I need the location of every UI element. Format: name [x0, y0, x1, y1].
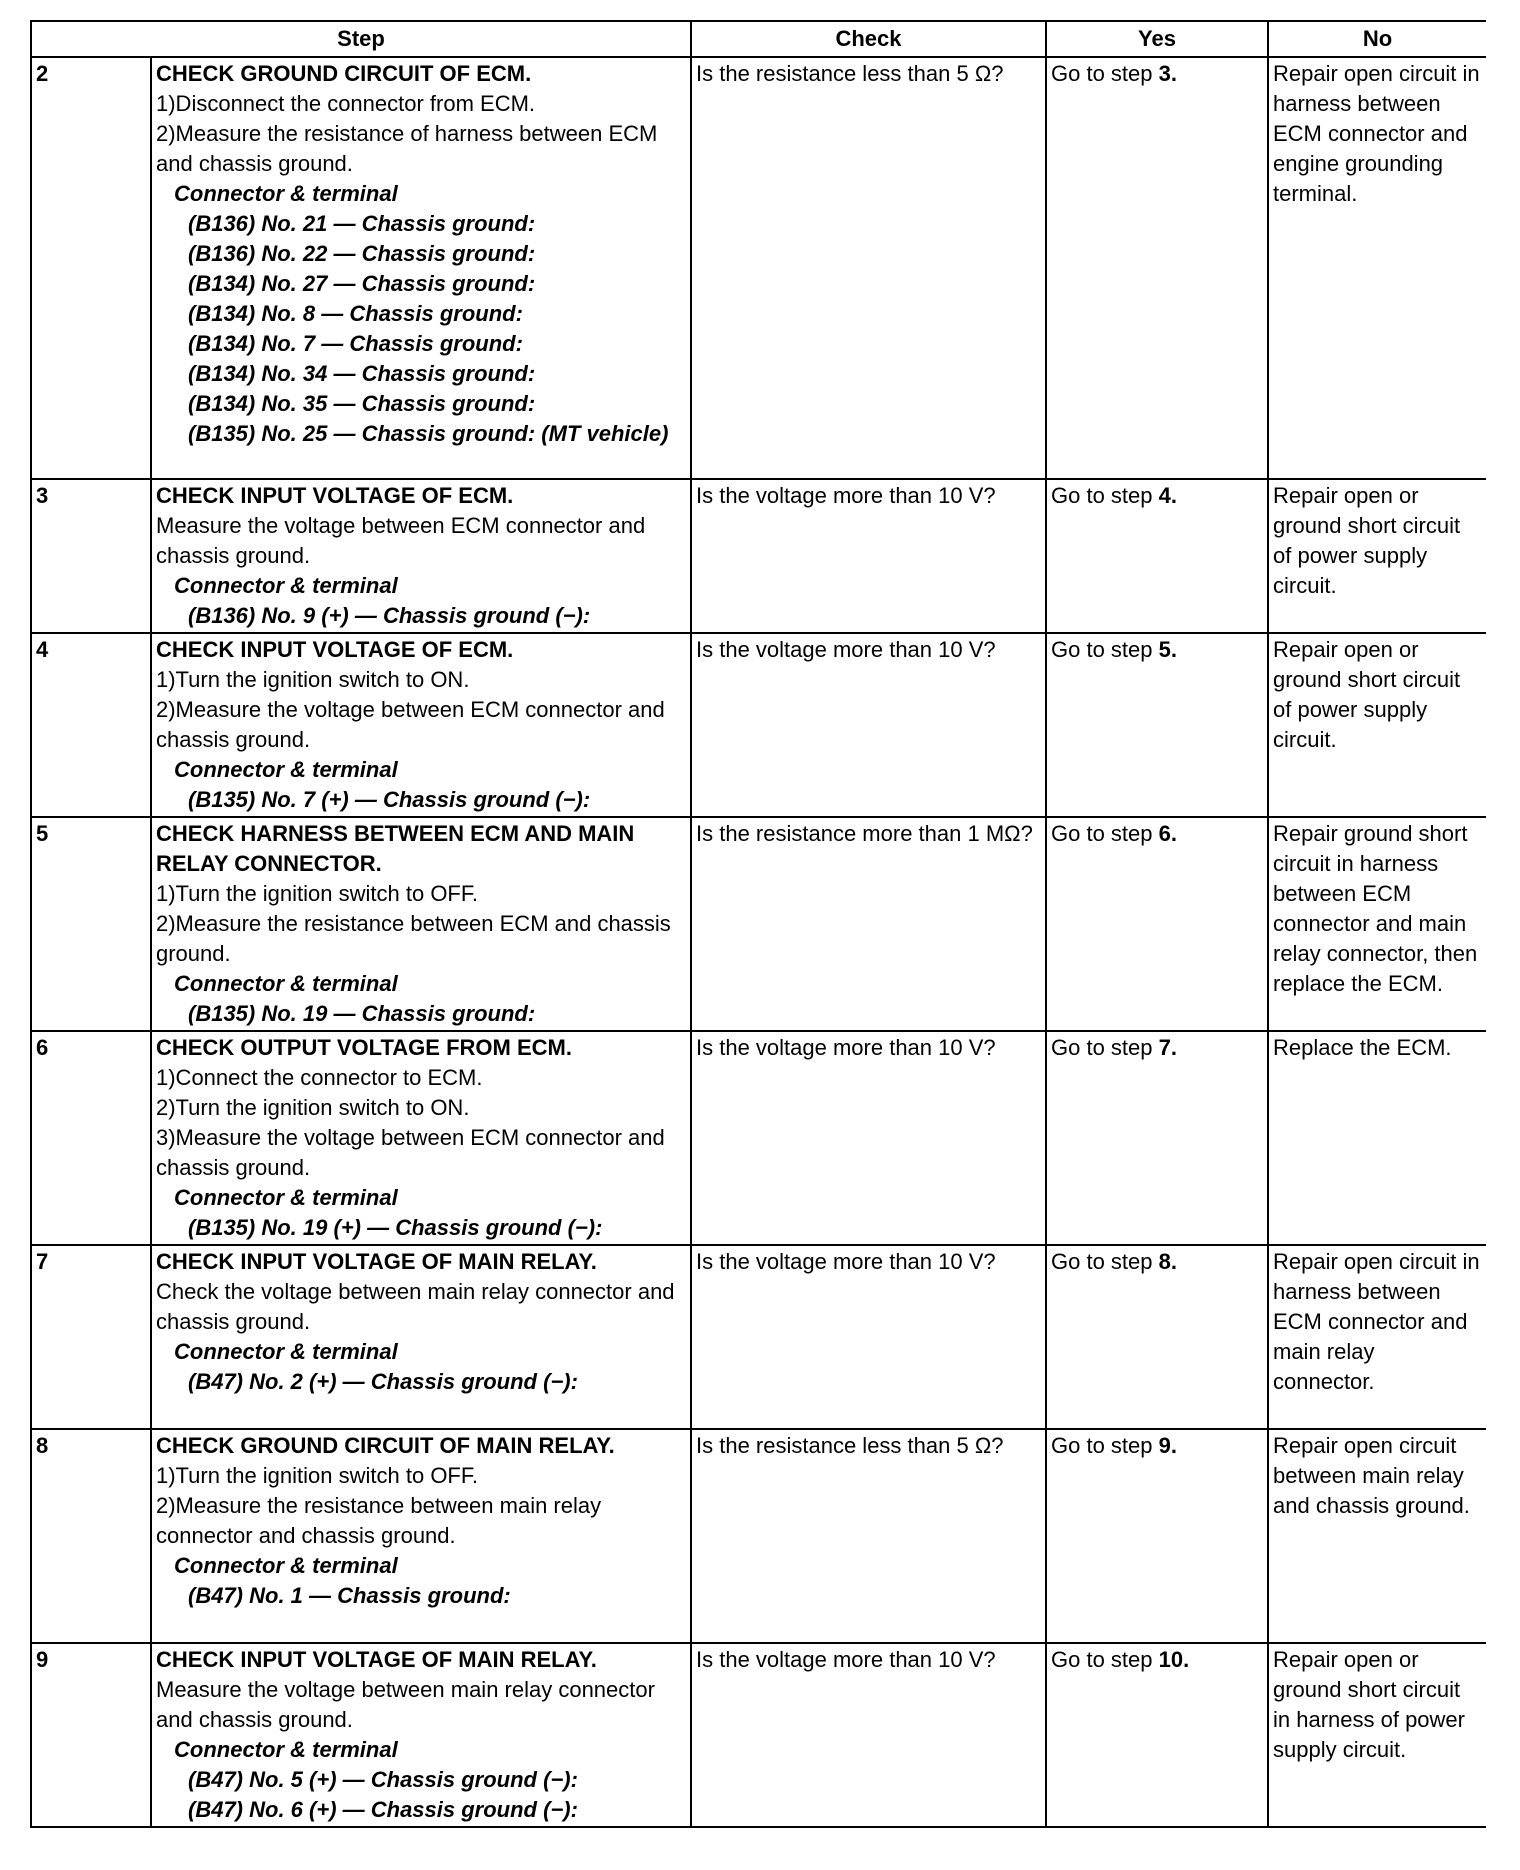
terminal-line: (B134) No. 7 — Chassis ground: [188, 331, 523, 356]
yes-prefix: Go to step [1051, 483, 1159, 508]
yes-prefix: Go to step [1051, 637, 1159, 662]
instruction-line: 2)Turn the ignition switch to ON. [156, 1095, 470, 1120]
instruction-line: 2)Measure the resistance of harness between ECM and chassis ground. [156, 121, 658, 176]
step-cell [151, 1643, 691, 1827]
table-row [31, 817, 1486, 1031]
step-title: CHECK INPUT VOLTAGE OF ECM. [156, 637, 514, 662]
yes-cell [1046, 633, 1268, 817]
step-cell [151, 57, 691, 479]
step-cell [151, 1245, 691, 1429]
instruction-line: Check the voltage between main relay connector and chassis ground. [156, 1279, 675, 1334]
yes-cell [1046, 1245, 1268, 1429]
instruction-line: 1)Connect the connector to ECM. [156, 1065, 483, 1090]
yes-cell [1046, 479, 1268, 633]
check-cell: Is the resistance less than 5 Ω? [691, 57, 1046, 479]
step-instructions [156, 1461, 686, 1551]
instruction-line: 2)Measure the resistance between main relay connector and chassis ground. [156, 1493, 602, 1548]
step-title: CHECK INPUT VOLTAGE OF MAIN RELAY. [156, 1647, 597, 1672]
terminal-list [156, 1765, 686, 1825]
step-number: 9 [31, 1643, 151, 1827]
yes-prefix: Go to step [1051, 1035, 1159, 1060]
no-cell: Repair ground short circuit in harness between ECM connector and main relay connector, then replace the ECM. [1268, 817, 1486, 1031]
table-row [31, 1031, 1486, 1245]
instruction-line: 2)Measure the resistance between ECM and chassis ground. [156, 911, 671, 966]
yes-step: 7. [1158, 1035, 1177, 1060]
instruction-line: 1)Disconnect the connector from ECM. [156, 91, 536, 116]
step-number: 2 [31, 57, 151, 479]
check-cell: Is the voltage more than 10 V? [691, 1643, 1046, 1827]
step-instructions [156, 511, 686, 571]
step-number: 8 [31, 1429, 151, 1643]
step-cell [151, 1429, 691, 1643]
yes-prefix: Go to step [1051, 1249, 1159, 1274]
table-row [31, 1429, 1486, 1643]
step-cell [151, 479, 691, 633]
yes-step: 10. [1158, 1647, 1190, 1672]
step-instructions [156, 1277, 686, 1337]
terminal-list [156, 209, 686, 449]
terminal-line: (B136) No. 21 — Chassis ground: [188, 211, 536, 236]
table-row [31, 57, 1486, 479]
terminal-line: (B134) No. 34 — Chassis ground: [188, 361, 536, 386]
step-title: CHECK INPUT VOLTAGE OF ECM. [156, 483, 514, 508]
no-cell: Repair open or ground short circuit of power supply circuit. [1268, 633, 1486, 817]
yes-prefix: Go to step [1051, 821, 1159, 846]
check-cell: Is the resistance more than 1 MΩ? [691, 817, 1046, 1031]
terminal-line: (B47) No. 2 (+) — Chassis ground (−): [188, 1369, 578, 1394]
table-row [31, 1643, 1486, 1827]
step-number: 4 [31, 633, 151, 817]
instruction-line: Measure the voltage between main relay connector and chassis ground. [156, 1677, 655, 1732]
yes-prefix: Go to step [1051, 61, 1159, 86]
table-row [31, 633, 1486, 817]
step-cell [151, 633, 691, 817]
terminal-line: (B135) No. 19 — Chassis ground: [188, 1001, 536, 1026]
step-instructions [156, 665, 686, 755]
step-instructions [156, 879, 686, 969]
header-yes: Yes [1046, 21, 1268, 57]
connector-terminal-label: Connector & terminal [174, 573, 398, 598]
connector-terminal-label: Connector & terminal [174, 1553, 398, 1578]
connector-terminal-label: Connector & terminal [174, 1339, 398, 1364]
check-cell: Is the voltage more than 10 V? [691, 633, 1046, 817]
yes-step: 3. [1158, 61, 1177, 86]
step-title: CHECK GROUND CIRCUIT OF ECM. [156, 61, 532, 86]
no-cell: Repair open circuit between main relay and chassis ground. [1268, 1429, 1486, 1643]
step-title: CHECK HARNESS BETWEEN ECM AND MAIN RELAY CONNECTOR. [156, 821, 635, 876]
terminal-list [156, 1581, 686, 1611]
terminal-list [156, 1213, 686, 1243]
terminal-list [156, 1367, 686, 1397]
header-step: Step [31, 21, 691, 57]
yes-step: 4. [1158, 483, 1177, 508]
table-row [31, 1245, 1486, 1429]
connector-terminal-label: Connector & terminal [174, 971, 398, 996]
instruction-line: 2)Measure the voltage between ECM connector and chassis ground. [156, 697, 665, 752]
terminal-line: (B136) No. 22 — Chassis ground: [188, 241, 536, 266]
instruction-line: 1)Turn the ignition switch to ON. [156, 667, 470, 692]
terminal-line: (B47) No. 5 (+) — Chassis ground (−): [188, 1767, 578, 1792]
terminal-line: (B135) No. 25 — Chassis ground: (MT vehicle) [188, 421, 669, 446]
step-instructions [156, 89, 686, 179]
yes-prefix: Go to step [1051, 1433, 1159, 1458]
table-row [31, 479, 1486, 633]
check-cell: Is the voltage more than 10 V? [691, 1031, 1046, 1245]
terminal-line: (B47) No. 6 (+) — Chassis ground (−): [188, 1797, 578, 1822]
check-cell: Is the resistance less than 5 Ω? [691, 1429, 1046, 1643]
terminal-line: (B134) No. 8 — Chassis ground: [188, 301, 523, 326]
connector-terminal-label: Connector & terminal [174, 757, 398, 782]
instruction-line: 3)Measure the voltage between ECM connector and chassis ground. [156, 1125, 665, 1180]
yes-prefix: Go to step [1051, 1647, 1159, 1672]
diagnostic-document [30, 20, 1486, 1856]
yes-step: 5. [1158, 637, 1177, 662]
no-cell: Repair open circuit in harness between ECM connector and main relay connector. [1268, 1245, 1486, 1429]
step-number: 3 [31, 479, 151, 633]
step-cell [151, 1031, 691, 1245]
yes-cell [1046, 1429, 1268, 1643]
yes-step: 9. [1158, 1433, 1177, 1458]
check-cell: Is the voltage more than 10 V? [691, 1245, 1046, 1429]
yes-cell [1046, 1031, 1268, 1245]
no-cell: Repair open or ground short circuit of power supply circuit. [1268, 479, 1486, 633]
step-title: CHECK INPUT VOLTAGE OF MAIN RELAY. [156, 1249, 597, 1274]
terminal-line: (B135) No. 19 (+) — Chassis ground (−): [188, 1215, 603, 1240]
header-no: No [1268, 21, 1486, 57]
terminal-line: (B135) No. 7 (+) — Chassis ground (−): [188, 787, 591, 812]
header-check: Check [691, 21, 1046, 57]
connector-terminal-label: Connector & terminal [174, 181, 398, 206]
terminal-list [156, 999, 686, 1029]
step-number: 6 [31, 1031, 151, 1245]
terminal-line: (B136) No. 9 (+) — Chassis ground (−): [188, 603, 591, 628]
yes-step: 6. [1158, 821, 1177, 846]
instruction-line: 1)Turn the ignition switch to OFF. [156, 881, 478, 906]
step-cell [151, 817, 691, 1031]
yes-cell [1046, 57, 1268, 479]
terminal-line: (B47) No. 1 — Chassis ground: [188, 1583, 511, 1608]
terminal-list [156, 601, 686, 631]
check-cell: Is the voltage more than 10 V? [691, 479, 1046, 633]
diagnostic-table [30, 20, 1486, 1828]
connector-terminal-label: Connector & terminal [174, 1737, 398, 1762]
no-cell: Replace the ECM. [1268, 1031, 1486, 1245]
step-title: CHECK OUTPUT VOLTAGE FROM ECM. [156, 1035, 572, 1060]
terminal-line: (B134) No. 27 — Chassis ground: [188, 271, 536, 296]
step-instructions [156, 1675, 686, 1735]
step-instructions [156, 1063, 686, 1183]
instruction-line: Measure the voltage between ECM connector and chassis ground. [156, 513, 646, 568]
yes-step: 8. [1158, 1249, 1177, 1274]
no-cell: Repair open or ground short circuit in harness of power supply circuit. [1268, 1643, 1486, 1827]
step-number: 5 [31, 817, 151, 1031]
instruction-line: 1)Turn the ignition switch to OFF. [156, 1463, 478, 1488]
no-cell: Repair open circuit in harness between ECM connector and engine grounding terminal. [1268, 57, 1486, 479]
step-number: 7 [31, 1245, 151, 1429]
yes-cell [1046, 1643, 1268, 1827]
header-row [31, 21, 1486, 57]
table-body [31, 57, 1486, 1827]
step-title: CHECK GROUND CIRCUIT OF MAIN RELAY. [156, 1433, 615, 1458]
terminal-list [156, 785, 686, 815]
yes-cell [1046, 817, 1268, 1031]
terminal-line: (B134) No. 35 — Chassis ground: [188, 391, 536, 416]
connector-terminal-label: Connector & terminal [174, 1185, 398, 1210]
